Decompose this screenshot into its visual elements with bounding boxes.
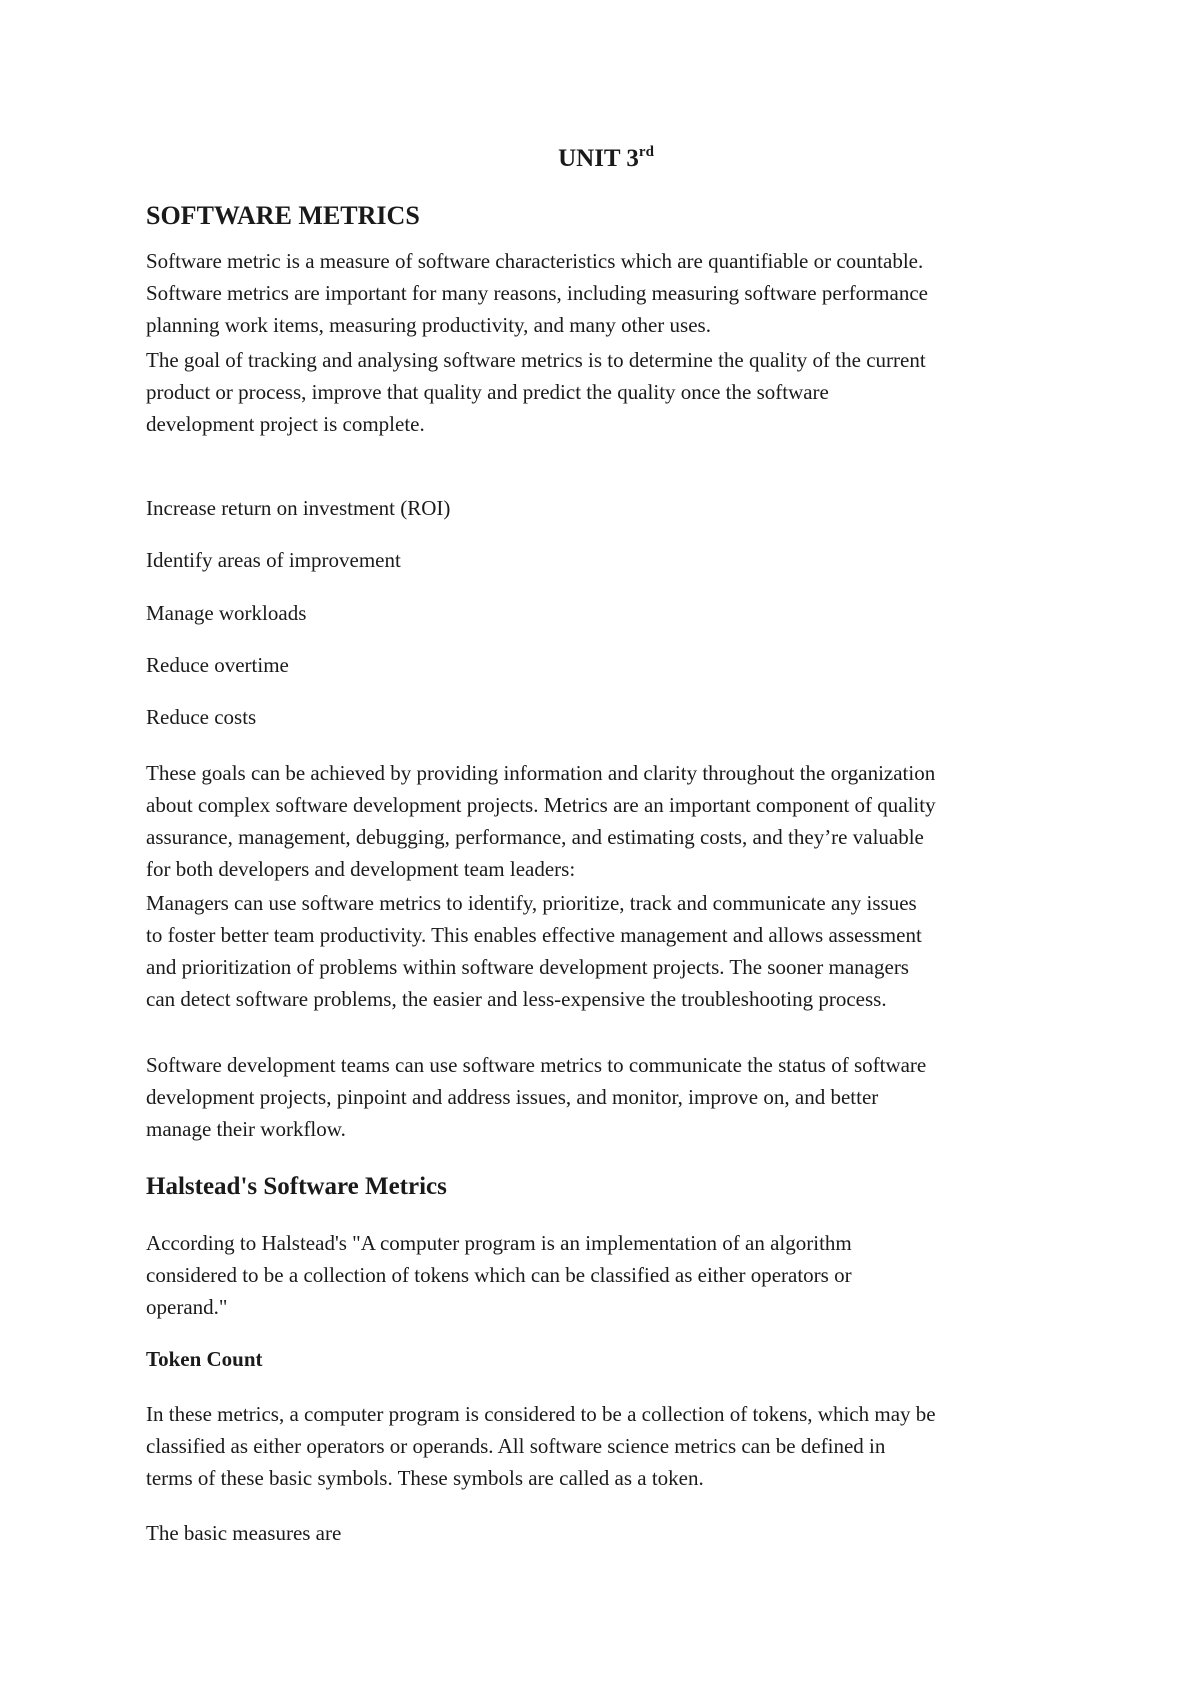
paragraph-token-count: [146, 1398, 1066, 1494]
paragraph-goals-achieved: [146, 757, 1066, 885]
unit-title: [146, 144, 1066, 174]
paragraph-managers: [146, 887, 1066, 1015]
heading-token-count: Token Count: [146, 1347, 263, 1371]
paragraph-basic-measures: The basic measures are: [146, 1521, 342, 1545]
paragraph-line: planning work items, measuring productivity, and many other uses.: [146, 313, 711, 337]
list-item: Increase return on investment (ROI): [146, 496, 451, 520]
paragraph-line: terms of these basic symbols. These symbols are called as a token.: [146, 1466, 704, 1490]
paragraph-line: manage their workflow.: [146, 1117, 346, 1141]
paragraph-line: can detect software problems, the easier and less-expensive the troubleshooting process.: [146, 987, 887, 1011]
unit-label: UNIT 3: [558, 145, 639, 172]
paragraph-line: Software metrics are important for many reasons, including measuring software performance: [146, 281, 928, 305]
paragraph-line: Software development teams can use software metrics to communicate the status of software: [146, 1053, 927, 1077]
paragraph-line: assurance, management, debugging, performance, and estimating costs, and they’re valuable: [146, 825, 924, 849]
paragraph-line: development project is complete.: [146, 412, 425, 436]
paragraph-line: about complex software development projects. Metrics are an important component of quality: [146, 793, 936, 817]
paragraph-line: Managers can use software metrics to identify, prioritize, track and communicate any issues: [146, 891, 917, 915]
paragraph-line: for both developers and development team leaders:: [146, 857, 576, 881]
list-item: Reduce costs: [146, 705, 257, 729]
paragraph-line: The goal of tracking and analysing software metrics is to determine the quality of the current: [146, 348, 926, 372]
paragraph-line: development projects, pinpoint and address issues, and monitor, improve on, and better: [146, 1085, 879, 1109]
heading-halstead: Halstead's Software Metrics: [146, 1173, 447, 1200]
list-item: Manage workloads: [146, 601, 307, 625]
list-item: Reduce overtime: [146, 653, 289, 677]
paragraph-line: In these metrics, a computer program is considered to be a collection of tokens, which may be: [146, 1402, 936, 1426]
paragraph-definition: [146, 245, 1066, 341]
paragraph-line: These goals can be achieved by providing information and clarity throughout the organization: [146, 761, 936, 785]
list-item: Identify areas of improvement: [146, 548, 401, 572]
unit-superscript: rd: [638, 144, 654, 160]
paragraph-line: Software metric is a measure of software characteristics which are quantifiable or countable.: [146, 249, 924, 273]
paragraph-line: and prioritization of problems within software development projects. The sooner managers: [146, 955, 909, 979]
paragraph-teams: [146, 1049, 1066, 1145]
paragraph-line: According to Halstead's "A computer program is an implementation of an algorithm: [146, 1231, 852, 1255]
paragraph-line: considered to be a collection of tokens which can be classified as either operators or: [146, 1263, 852, 1287]
heading-software-metrics: SOFTWARE METRICS: [146, 201, 420, 230]
paragraph-line: operand.": [146, 1295, 228, 1319]
paragraph-line: to foster better team productivity. This enables effective management and allows assessment: [146, 923, 922, 947]
paragraph-goal: [146, 344, 1066, 440]
paragraph-line: classified as either operators or operands. All software science metrics can be defined in: [146, 1434, 886, 1458]
paragraph-halstead-quote: [146, 1227, 1066, 1323]
paragraph-line: product or process, improve that quality and predict the quality once the software: [146, 380, 829, 404]
